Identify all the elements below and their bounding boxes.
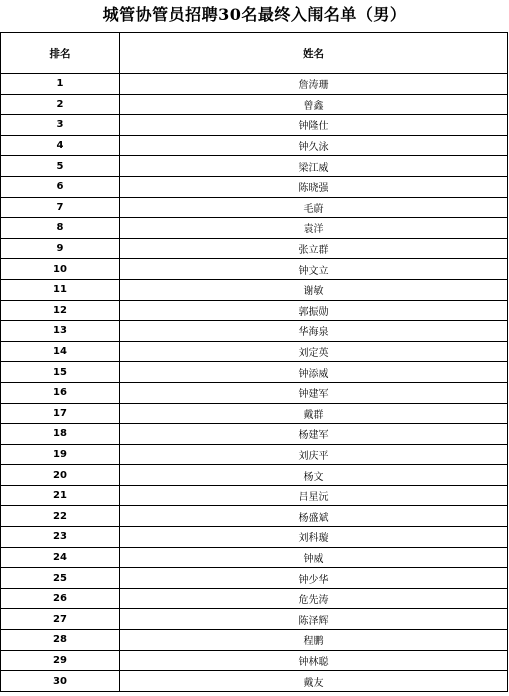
- table-row: [1, 568, 508, 589]
- table-row: [1, 588, 508, 609]
- table-row: [1, 403, 508, 424]
- name-cell: 吕星沅: [120, 485, 508, 506]
- rank-cell: 3: [1, 115, 120, 136]
- table-row: [1, 94, 508, 115]
- rank-cell: 18: [1, 424, 120, 445]
- rank-cell: 22: [1, 506, 120, 527]
- table-row: [1, 630, 508, 651]
- rank-cell: 17: [1, 403, 120, 424]
- rank-cell: 1: [1, 74, 120, 95]
- name-cell: 危先涛: [120, 588, 508, 609]
- table-row: [1, 362, 508, 383]
- rank-cell: 15: [1, 362, 120, 383]
- name-cell: 戴群: [120, 403, 508, 424]
- name-cell: 程鹏: [120, 630, 508, 651]
- table-row: [1, 424, 508, 445]
- page-title: 城管协管员招聘30名最终入闱名单（男）: [102, 5, 407, 24]
- table-row: [1, 382, 508, 403]
- rank-cell: 11: [1, 279, 120, 300]
- table-row: [1, 135, 508, 156]
- table-row: [1, 650, 508, 671]
- rank-cell: 27: [1, 609, 120, 630]
- name-cell: 陈泽辉: [120, 609, 508, 630]
- table-header-row: [1, 33, 508, 74]
- table-row: [1, 74, 508, 95]
- rank-cell: 9: [1, 238, 120, 259]
- name-cell: 张立群: [120, 238, 508, 259]
- rank-cell: 14: [1, 341, 120, 362]
- name-cell: 钟添威: [120, 362, 508, 383]
- rank-cell: 23: [1, 527, 120, 548]
- rank-cell: 2: [1, 94, 120, 115]
- rank-cell: 20: [1, 465, 120, 486]
- name-cell: 杨文: [120, 465, 508, 486]
- rank-cell: 29: [1, 650, 120, 671]
- table-row: [1, 465, 508, 486]
- rank-cell: 8: [1, 218, 120, 239]
- name-cell: 陈晓强: [120, 176, 508, 197]
- name-cell: 华海泉: [120, 321, 508, 342]
- name-cell: 钟威: [120, 547, 508, 568]
- table-row: [1, 341, 508, 362]
- rank-cell: 28: [1, 630, 120, 651]
- rank-cell: 25: [1, 568, 120, 589]
- name-cell: 钟建军: [120, 382, 508, 403]
- rank-cell: 6: [1, 176, 120, 197]
- name-cell: 杨盛斌: [120, 506, 508, 527]
- table-row: [1, 527, 508, 548]
- table-row: [1, 609, 508, 630]
- table-row: [1, 197, 508, 218]
- name-cell: 梁江威: [120, 156, 508, 177]
- rank-cell: 30: [1, 671, 120, 692]
- name-cell: 刘科璇: [120, 527, 508, 548]
- name-cell: 钟少华: [120, 568, 508, 589]
- table-row: [1, 485, 508, 506]
- rank-cell: 21: [1, 485, 120, 506]
- name-cell: 刘定英: [120, 341, 508, 362]
- rank-cell: 12: [1, 300, 120, 321]
- rank-cell: 16: [1, 382, 120, 403]
- rank-cell: 24: [1, 547, 120, 568]
- table-row: [1, 547, 508, 568]
- rank-cell: 19: [1, 444, 120, 465]
- name-cell: 谢敏: [120, 279, 508, 300]
- table-row: [1, 671, 508, 692]
- name-cell: 曾鑫: [120, 94, 508, 115]
- table-row: [1, 300, 508, 321]
- table-body: [1, 74, 508, 692]
- name-cell: 郭振勋: [120, 300, 508, 321]
- table-row: [1, 238, 508, 259]
- rank-cell: 13: [1, 321, 120, 342]
- rank-cell: 7: [1, 197, 120, 218]
- name-cell: 詹涛珊: [120, 74, 508, 95]
- rank-cell: 5: [1, 156, 120, 177]
- table-row: [1, 115, 508, 136]
- name-column-header: 姓名: [120, 33, 508, 74]
- name-cell: 钟文立: [120, 259, 508, 280]
- rank-cell: 10: [1, 259, 120, 280]
- name-cell: 钟隆仕: [120, 115, 508, 136]
- table-row: [1, 156, 508, 177]
- table-row: [1, 321, 508, 342]
- name-cell: 刘庆平: [120, 444, 508, 465]
- table-row: [1, 279, 508, 300]
- table-row: [1, 176, 508, 197]
- name-cell: 毛蔚: [120, 197, 508, 218]
- table-row: [1, 444, 508, 465]
- table-row: [1, 218, 508, 239]
- table-row: [1, 506, 508, 527]
- name-cell: 杨建军: [120, 424, 508, 445]
- rank-column-header: 排名: [1, 33, 120, 74]
- rank-cell: 4: [1, 135, 120, 156]
- name-cell: 戴友: [120, 671, 508, 692]
- name-cell: 钟久泳: [120, 135, 508, 156]
- table-row: [1, 259, 508, 280]
- candidate-table: [0, 32, 508, 692]
- name-cell: 袁洋: [120, 218, 508, 239]
- rank-cell: 26: [1, 588, 120, 609]
- name-cell: 钟林聪: [120, 650, 508, 671]
